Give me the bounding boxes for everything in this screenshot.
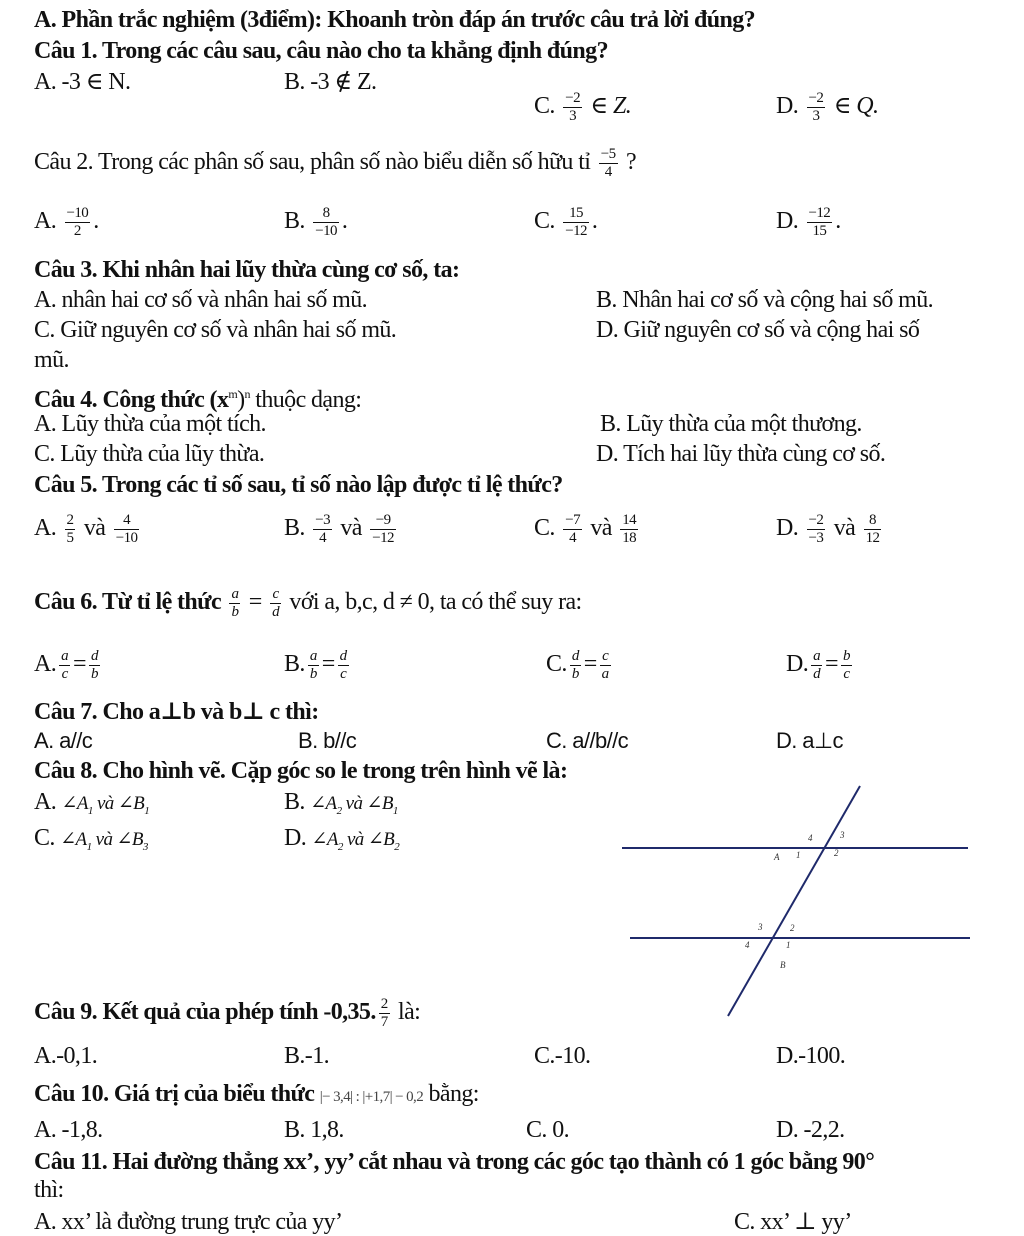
- q5-option-c[interactable]: C. $\frac{-7}{4}$ và $\frac{14}{18}$: [534, 512, 637, 546]
- question-5-stem: Câu 5. Trong các tỉ số sau, tỉ số nào lập được tỉ lệ thức?: [34, 472, 563, 498]
- q10-option-c[interactable]: C. 0.: [526, 1117, 570, 1143]
- q3-option-d-continued: mũ.: [34, 347, 69, 373]
- fig-label-bot-3: 3: [758, 922, 763, 932]
- question-1-stem: Câu 1. Trong các câu sau, câu nào cho ta khẳng định đúng?: [34, 38, 608, 64]
- q10-option-d[interactable]: D. -2,2.: [776, 1117, 845, 1143]
- question-11-stem: Câu 11. Hai đường thẳng xx’, yy’ cắt nhau và trong các góc tạo thành có 1 góc bằng 90°: [34, 1149, 875, 1175]
- q2-stem-fraction: $\frac{-5}{4}$: [600, 146, 616, 180]
- fig-label-bot-1: 1: [786, 940, 791, 950]
- q10-expression: |− 3,4| : |+1,7| − 0,2: [319, 1089, 424, 1105]
- q8-option-c[interactable]: C. $\angle A_1$ và $\angle B_3$: [34, 825, 148, 853]
- question-10-stem: Câu 10. Giá trị của biểu thức |− 3,4| : |+1,7| − 0,2 bằng:: [34, 1081, 479, 1107]
- fig-label-top-4: 4: [808, 833, 813, 843]
- q9-option-c[interactable]: C.-10.: [534, 1043, 591, 1069]
- question-8-stem: Câu 8. Cho hình vẽ. Cặp góc so le trong trên hình vẽ là:: [34, 758, 568, 784]
- question-11-stem-continued: thì:: [34, 1177, 64, 1203]
- question-6-stem: Câu 6. Từ tỉ lệ thức $\frac{a}{b}$ = $\frac{c}{d}$ với a, b,c, d ≠ 0, ta có thể suy ra:: [34, 586, 582, 620]
- q1-option-b[interactable]: B. -3 ∉ Z.: [284, 69, 377, 95]
- question-3-stem: Câu 3. Khi nhân hai lũy thừa cùng cơ số, ta:: [34, 257, 460, 283]
- fig-label-top-A: A: [774, 852, 780, 862]
- q10-option-b[interactable]: B. 1,8.: [284, 1117, 344, 1143]
- section-title: A. Phần trắc nghiệm (3điểm): Khoanh tròn đáp án trước câu trả lời đúng?: [34, 7, 756, 33]
- q7-option-a[interactable]: A. a//c: [34, 728, 93, 753]
- q5-option-b[interactable]: B. $\frac{-3}{4}$ và $\frac{-9}{-12}$: [284, 512, 394, 546]
- fig-label-top-3: 3: [840, 830, 845, 840]
- q1-option-d[interactable]: D. $\frac{-2}{3}$ ∈ Q.: [776, 90, 879, 124]
- q2-b-fraction: $\frac{8}{-10}$: [315, 205, 337, 239]
- q6-option-a[interactable]: A. $\frac{a}{c}$ = $\frac{d}{b}$: [34, 648, 98, 682]
- question-9-stem: Câu 9. Kết quả của phép tính -0,35. $\frac{2}{7}$ là:: [34, 996, 421, 1030]
- q3-option-d[interactable]: D. Giữ nguyên cơ số và cộng hai số: [596, 317, 920, 343]
- q3-option-b[interactable]: B. Nhân hai cơ số và cộng hai số mũ.: [596, 287, 934, 313]
- q6-option-d[interactable]: D. $\frac{a}{d}$ = $\frac{b}{c}$: [786, 648, 850, 682]
- q7-option-c[interactable]: C. a//b//c: [546, 728, 629, 753]
- q4-option-c[interactable]: C. Lũy thừa của lũy thừa.: [34, 441, 265, 467]
- q8-option-b[interactable]: B. $\angle A_2$ và $\angle B_1$: [284, 789, 398, 817]
- q4-option-b[interactable]: B. Lũy thừa của một thương.: [600, 411, 862, 437]
- q2-a-fraction: $\frac{-10}{2}$: [66, 205, 89, 239]
- q3-option-c[interactable]: C. Giữ nguyên cơ số và nhân hai số mũ.: [34, 317, 397, 343]
- q2-option-c[interactable]: C. $\frac{15}{-12}$ .: [534, 205, 598, 239]
- fig-label-top-2: 2: [834, 848, 839, 858]
- q1-c-fraction: $\frac{-2}{3}$: [565, 90, 580, 124]
- q4-option-d[interactable]: D. Tích hai lũy thừa cùng cơ số.: [596, 441, 886, 467]
- q1-option-a[interactable]: A. -3 ∈ N.: [34, 69, 131, 95]
- q1-option-c[interactable]: C. $\frac{-2}{3}$ ∈ Z.: [534, 90, 632, 124]
- parallel-lines-figure: [600, 780, 1000, 1030]
- q9-option-d[interactable]: D.-100.: [776, 1043, 846, 1069]
- q3-option-a[interactable]: A. nhân hai cơ số và nhân hai số mũ.: [34, 287, 368, 313]
- q6-option-c[interactable]: C. $\frac{d}{b}$ = $\frac{c}{a}$: [546, 648, 609, 682]
- q6-option-b[interactable]: B. $\frac{a}{b}$ = $\frac{d}{c}$: [284, 648, 347, 682]
- q2-option-d[interactable]: D. $\frac{-12}{15}$ .: [776, 205, 841, 239]
- question-7-stem: Câu 7. Cho a⊥b và b⊥ c thì:: [34, 699, 319, 725]
- q7-option-b[interactable]: B. b//c: [298, 728, 357, 753]
- q2-option-b[interactable]: B. $\frac{8}{-10}$ .: [284, 205, 348, 239]
- q7-option-d[interactable]: D. a⊥c: [776, 728, 843, 753]
- q10-option-a[interactable]: A. -1,8.: [34, 1117, 103, 1143]
- q2-c-fraction: $\frac{15}{-12}$: [565, 205, 587, 239]
- q11-option-a[interactable]: A. xx’ là đường trung trực của yy’: [34, 1209, 343, 1235]
- fig-label-top-1: 1: [796, 850, 801, 860]
- question-4-stem: Câu 4. Công thức $(x^m)^n$ thuộc dạng:: [34, 387, 362, 413]
- q5-option-a[interactable]: A. $\frac{2}{5}$ và $\frac{4}{-10}$: [34, 512, 138, 546]
- q2-d-fraction: $\frac{-12}{15}$: [808, 205, 831, 239]
- q9-option-a[interactable]: A.-0,1.: [34, 1043, 98, 1069]
- q5-option-d[interactable]: D. $\frac{-2}{-3}$ và $\frac{8}{12}$: [776, 512, 880, 546]
- transversal-line: [728, 786, 860, 1016]
- q4-option-a[interactable]: A. Lũy thừa của một tích.: [34, 411, 266, 437]
- q11-option-c[interactable]: C. xx’ ⊥ yy’: [734, 1209, 852, 1235]
- q2-option-a[interactable]: A. $\frac{-10}{2}$ .: [34, 205, 99, 239]
- fig-label-bot-2: 2: [790, 923, 795, 933]
- q1-d-fraction: $\frac{-2}{3}$: [808, 90, 824, 124]
- fig-label-bot-4: 4: [745, 940, 750, 950]
- fig-label-bot-B: B: [780, 960, 786, 970]
- q8-option-a[interactable]: A. $\angle A_1$ và $\angle B_1$: [34, 789, 150, 817]
- question-2-stem: Câu 2. Trong các phân số sau, phân số nào biểu diễn số hữu tỉ $\frac{-5}{4}$ ?: [34, 146, 636, 180]
- q9-option-b[interactable]: B.-1.: [284, 1043, 330, 1069]
- q8-option-d[interactable]: D. $\angle A_2$ và $\angle B_2$: [284, 825, 400, 853]
